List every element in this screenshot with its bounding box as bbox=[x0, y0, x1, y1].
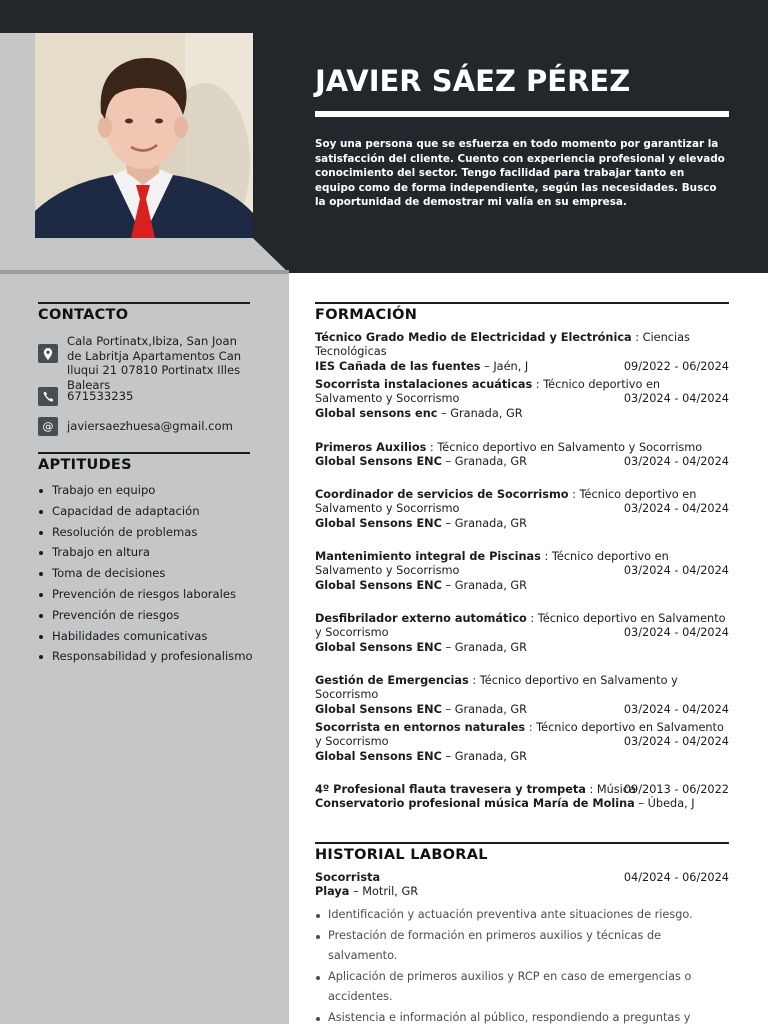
duties-list bbox=[315, 905, 729, 1024]
school: Conservatorio profesional música María de Molina bbox=[315, 797, 635, 811]
list-item: Aplicación de primeros auxilios y RCP en caso de emergencias o accidentes. bbox=[315, 967, 729, 1008]
place: – Granada, GR bbox=[441, 578, 528, 592]
field: : Técnico deportivo en Salvamento y Socorrismo bbox=[315, 488, 697, 516]
degree: Técnico Grado Medio de Electricidad y Electrónica bbox=[315, 331, 632, 344]
list-item: Trabajo en equipo bbox=[38, 480, 278, 501]
skills-rule bbox=[38, 452, 250, 454]
degree: Socorrista en entornos naturales bbox=[315, 721, 526, 734]
skills-list bbox=[38, 480, 278, 667]
date: 03/2024 - 04/2024 bbox=[623, 455, 729, 469]
list-item: Asistencia e información al público, respondiendo a preguntas y bbox=[315, 1008, 729, 1024]
list-item: Toma de decisiones bbox=[38, 563, 278, 584]
date: 03/2024 - 04/2024 bbox=[623, 626, 729, 640]
list-item: Resolución de problemas bbox=[38, 522, 278, 543]
school: Global Sensons ENC bbox=[315, 702, 442, 716]
contact-rule bbox=[38, 302, 250, 304]
degree: Gestión de Emergencias bbox=[315, 674, 469, 687]
field: : Técnico deportivo en Salvamento y Socorrismo bbox=[315, 550, 669, 578]
date: 03/2024 - 04/2024 bbox=[623, 502, 729, 516]
field: : Música bbox=[585, 783, 636, 796]
field: : Técnico deportivo en Salvamento y Socorrismo bbox=[315, 674, 678, 702]
date: 03/2024 - 04/2024 bbox=[623, 735, 729, 749]
place: – Granada, GR bbox=[441, 702, 528, 716]
date: 03/2024 - 04/2024 bbox=[623, 392, 729, 406]
education-entry bbox=[315, 721, 729, 764]
employer: Playa bbox=[315, 885, 350, 899]
school: Global Sensons ENC bbox=[315, 578, 442, 592]
education-entry bbox=[315, 612, 729, 655]
degree: Desfibrilador externo automático bbox=[315, 612, 527, 625]
candidate-name: JAVIER SÁEZ PÉREZ bbox=[315, 64, 631, 98]
contact-title: CONTACTO bbox=[38, 307, 129, 323]
degree: 4º Profesional flauta travesera y trompeta bbox=[315, 783, 586, 796]
list-item: Trabajo en altura bbox=[38, 542, 278, 563]
education-title: FORMACIÓN bbox=[315, 307, 418, 323]
school: Global Sensons ENC bbox=[315, 516, 442, 530]
school: Global Sensons ENC bbox=[315, 455, 442, 469]
list-item: Prestación de formación en primeros auxilios y técnicas de salvamento. bbox=[315, 926, 729, 967]
profile-summary: Soy una persona que se esfuerza en todo momento por garantizar la satisfacción del cliente. Cuento con experiencia profesional y elevado conocimiento del sector. Tengo facilidad para trabajar tanto en equipo como de forma independiente, según las necesidades. Busco la oportunidad de demostrar mi valía en su empresa. bbox=[315, 138, 725, 209]
education-entry bbox=[315, 783, 729, 812]
list-item: Capacidad de adaptación bbox=[38, 501, 278, 522]
field: : Técnico deportivo en Salvamento y Socorrismo bbox=[315, 721, 724, 749]
contact-phone-row bbox=[38, 387, 253, 406]
email-icon: @ bbox=[38, 417, 58, 436]
list-item: Prevención de riesgos bbox=[38, 605, 278, 626]
field: : Técnico deportivo en Salvamento y Socorrismo bbox=[315, 612, 726, 640]
profile-photo bbox=[35, 33, 253, 238]
education-entry bbox=[315, 331, 729, 374]
degree: Mantenimiento integral de Piscinas bbox=[315, 550, 541, 563]
work-rule bbox=[315, 842, 729, 844]
date: 04/2024 - 06/2024 bbox=[623, 871, 729, 884]
list-item: Identificación y actuación preventiva ante situaciones de riesgo. bbox=[315, 905, 729, 926]
date: 09/2013 - 06/2022 bbox=[623, 783, 729, 796]
field: : Técnico deportivo en Salvamento y Socorrismo bbox=[315, 378, 661, 406]
degree: Socorrista instalaciones acuáticas bbox=[315, 378, 533, 391]
school: Global sensons enc bbox=[315, 406, 438, 420]
list-item: Habilidades comunicativas bbox=[38, 626, 278, 647]
date: 03/2024 - 04/2024 bbox=[623, 564, 729, 578]
position: Socorrista bbox=[315, 871, 381, 884]
place: – Granada, GR bbox=[441, 749, 528, 763]
name-underline bbox=[315, 111, 729, 117]
date: 03/2024 - 04/2024 bbox=[623, 702, 729, 716]
degree: Primeros Auxilios bbox=[315, 441, 427, 454]
school: Global Sensons ENC bbox=[315, 640, 442, 654]
header bbox=[0, 0, 768, 273]
education-rule bbox=[315, 302, 729, 304]
education-entry bbox=[315, 674, 729, 717]
list-item: Prevención de riesgos laborales bbox=[38, 584, 278, 605]
place: – Jaén, J bbox=[480, 359, 529, 373]
place: – Granada, GR bbox=[441, 640, 528, 654]
place: – Granada, GR bbox=[441, 516, 528, 530]
contact-address-row bbox=[38, 334, 253, 392]
place: – Motril, GR bbox=[349, 885, 419, 899]
contact-phone[interactable]: 671533235 bbox=[67, 389, 134, 403]
contact-email[interactable]: javiersaezhuesa@gmail.com bbox=[67, 419, 233, 433]
school: Global Sensons ENC bbox=[315, 749, 442, 763]
degree: Coordinador de servicios de Socorrismo bbox=[315, 488, 569, 501]
skills-title: APTITUDES bbox=[38, 457, 132, 473]
phone-icon bbox=[38, 387, 58, 406]
date: 09/2022 - 06/2024 bbox=[623, 359, 729, 373]
list-item: Responsabilidad y profesionalismo bbox=[38, 646, 278, 667]
contact-email-row bbox=[38, 417, 253, 436]
work-title: HISTORIAL LABORAL bbox=[315, 847, 488, 863]
work-entry bbox=[315, 871, 729, 900]
school: IES Cañada de las fuentes bbox=[315, 359, 481, 373]
education-entry bbox=[315, 488, 729, 531]
location-icon bbox=[38, 344, 58, 363]
education-entry bbox=[315, 441, 729, 470]
field: : Técnico deportivo en Salvamento y Socorrismo bbox=[426, 441, 703, 454]
education-entry bbox=[315, 378, 729, 421]
education-entry bbox=[315, 550, 729, 593]
contact-address: Cala Portinatx,Ibiza, San Joan de Labritja Apartamentos Can lluqui 21 07810 Portinatx Illes Balears bbox=[67, 334, 242, 392]
place: – Úbeda, J bbox=[634, 797, 695, 811]
place: – Granada, GR bbox=[437, 406, 523, 420]
place: – Granada, GR bbox=[441, 455, 528, 469]
field: : Ciencias Tecnológicas bbox=[315, 331, 690, 359]
